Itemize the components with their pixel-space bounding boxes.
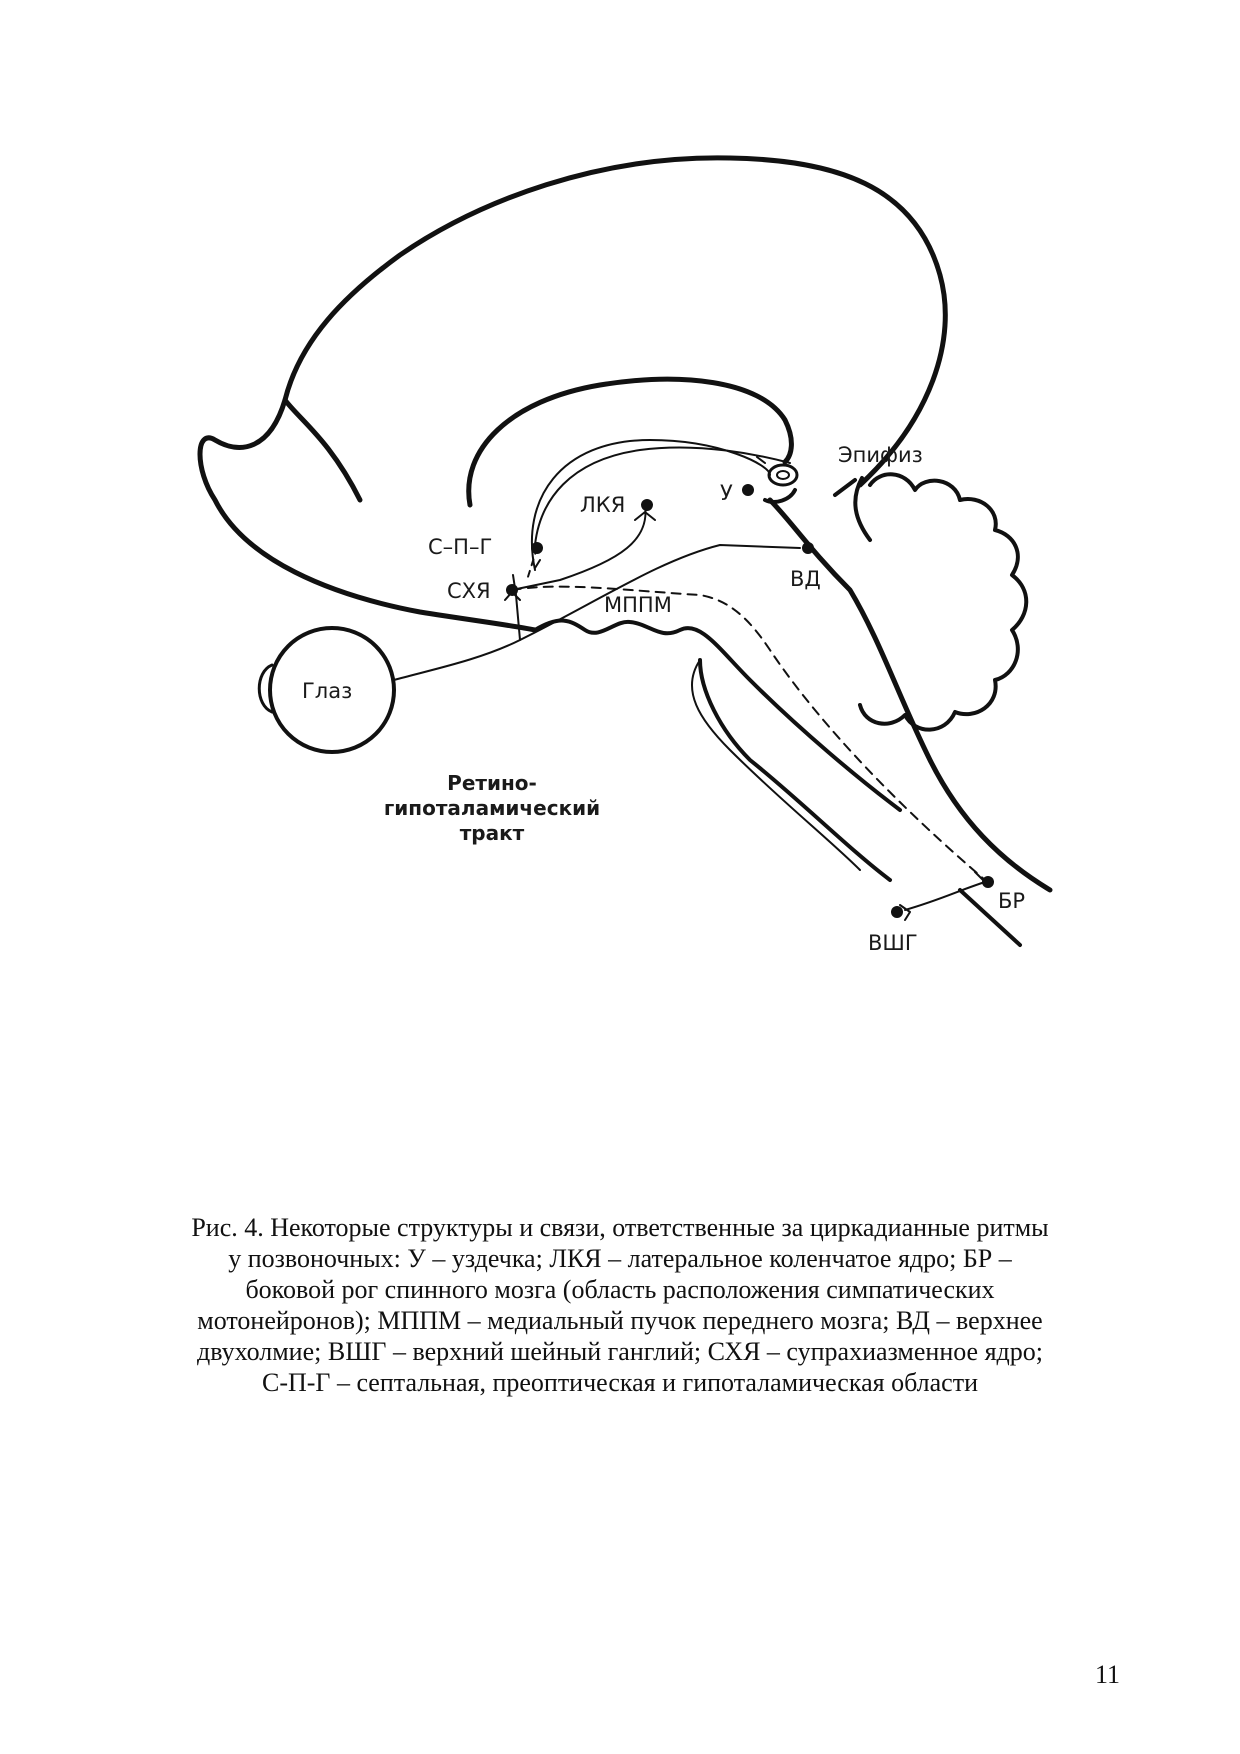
spg-projection (535, 447, 790, 545)
label-skhya: СХЯ (447, 579, 491, 603)
label-vd: ВД (790, 567, 821, 591)
tract-label-line-2: гипоталамический (383, 796, 601, 820)
label-br: БР (998, 889, 1026, 913)
cerebellum-front (855, 478, 870, 540)
page-number: 11 (1094, 1660, 1120, 1689)
label-mppm: МППМ (604, 593, 672, 617)
tectum-mark (835, 480, 855, 495)
dot-spg (531, 542, 543, 554)
tract-label-line-3: тракт (459, 821, 525, 845)
dot-vshg (891, 906, 903, 918)
dot-u (742, 484, 754, 496)
label-lkya: ЛКЯ (580, 493, 626, 517)
label-spg: С–П–Г (428, 535, 493, 559)
label-vshg: ВШГ (868, 931, 918, 955)
frontal-fold (285, 400, 360, 500)
dot-br (982, 876, 994, 888)
pineal-inner (777, 471, 789, 479)
hemisphere-outline (200, 158, 945, 630)
brainstem-front (700, 660, 890, 880)
synapse-ticks (505, 457, 983, 920)
br-vshg-link (905, 882, 985, 910)
caption-line: двухолмие; ВШГ – верхний шейный ганглий; СХЯ – супрахиазменное ядро; (196, 1337, 1044, 1366)
tract-label-line-1: Ретино- (447, 771, 537, 795)
figure-caption (140, 1212, 1100, 1398)
pineal-stalk (765, 490, 795, 502)
caption-line: Рис. 4. Некоторые структуры и связи, ответственные за циркадианные ритмы (191, 1213, 1049, 1242)
cerebellum (860, 474, 1026, 729)
caption-line: у позвоночных: У – уздечка; ЛКЯ – латеральное коленчатое ядро; БР – (228, 1244, 1012, 1273)
cingulate-curve (469, 379, 792, 505)
caption-line: боковой рог спинного мозга (область расположения симпатических (245, 1275, 995, 1304)
dot-vd (802, 542, 814, 554)
label-epiphysis: Эпифиз (838, 443, 923, 467)
brainstem-inner-line (692, 660, 860, 870)
caption-line: С-П-Г – септальная, преоптическая и гипоталамическая области (261, 1368, 978, 1397)
pineal-outer (769, 465, 797, 485)
dot-lkya (641, 499, 653, 511)
label-eye: Глаз (302, 679, 353, 703)
dot-skhya (506, 584, 518, 596)
label-u: У (720, 481, 733, 505)
midbrain-posterior (770, 500, 1050, 890)
caption-line: мотонейронов); МППМ – медиальный пучок переднего мозга; ВД – верхнее (197, 1306, 1043, 1335)
